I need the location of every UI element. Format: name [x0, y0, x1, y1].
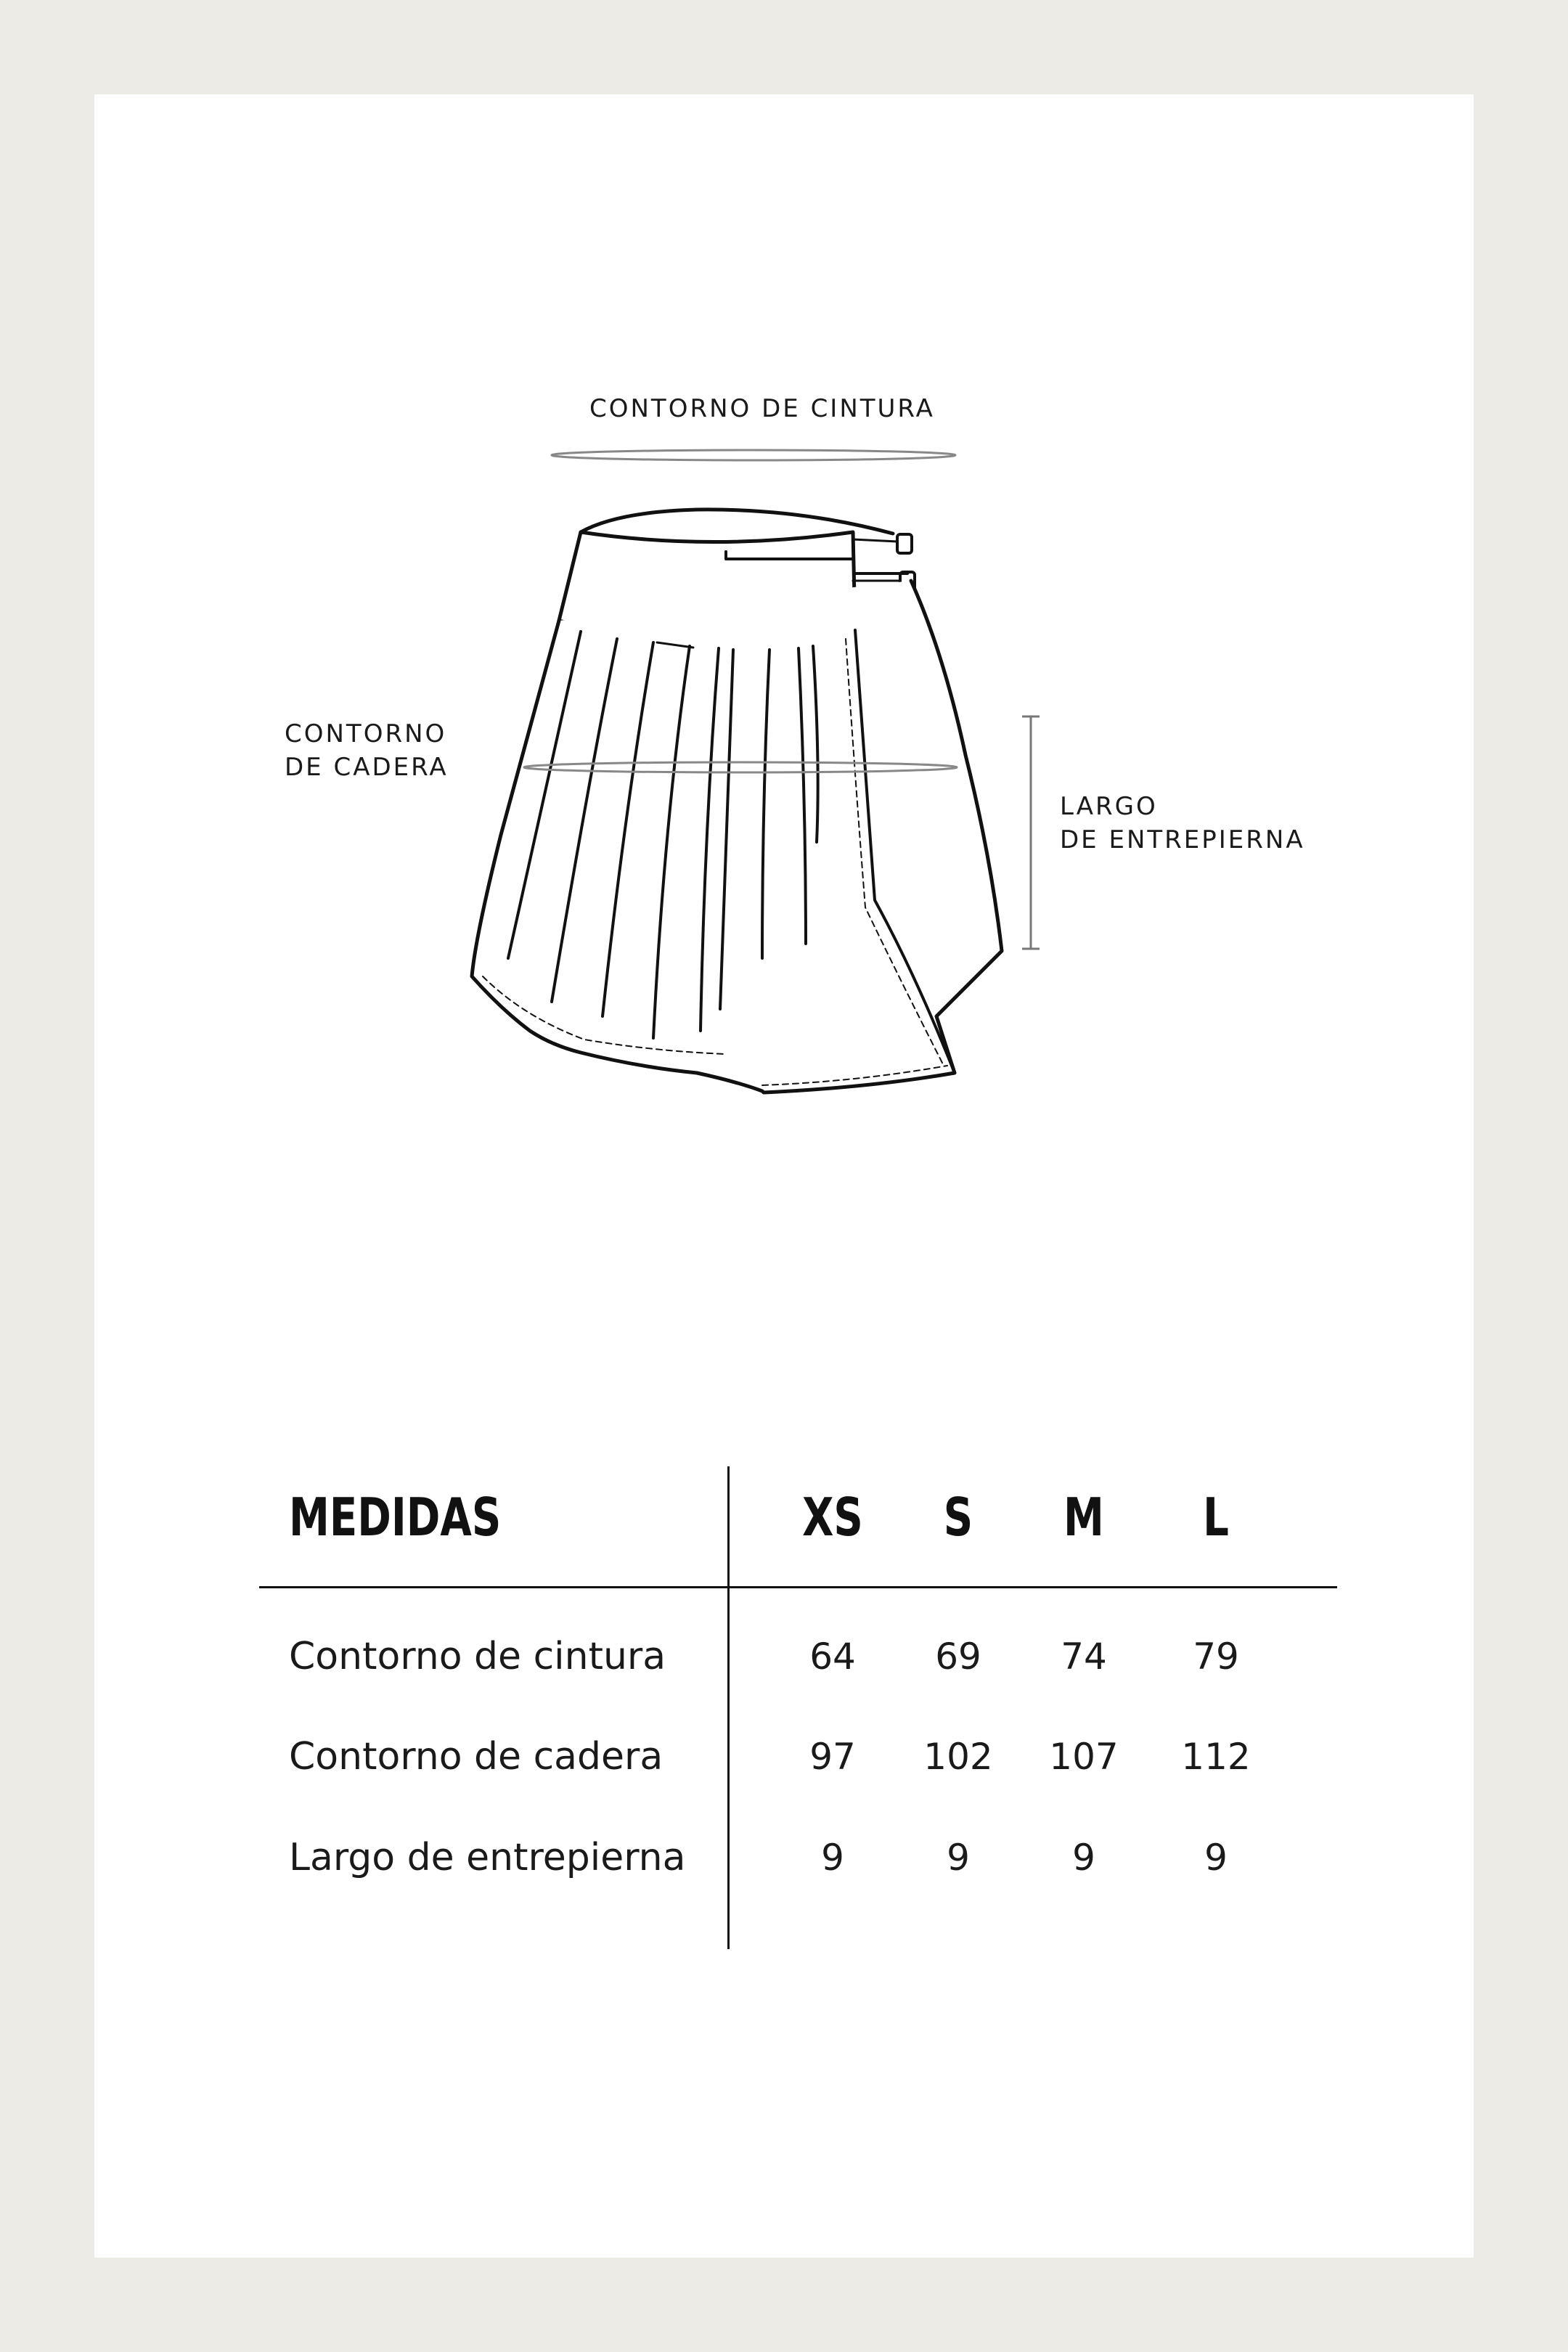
- table-cell: 69: [935, 1636, 981, 1678]
- table-cell: 97: [809, 1736, 856, 1778]
- size-header-xs: XS: [802, 1487, 863, 1548]
- pleated-wrap-skirt-icon: [472, 510, 1002, 1093]
- table-title: MEDIDAS: [289, 1487, 502, 1548]
- table-cell: 9: [1204, 1837, 1228, 1879]
- hip-label: [285, 717, 449, 784]
- inseam-label: [1060, 790, 1305, 857]
- table-cell: 64: [809, 1636, 856, 1678]
- table-cell: 74: [1061, 1636, 1107, 1678]
- hip-label-line2: DE CADERA: [285, 753, 449, 782]
- row-label-waist: Contorno de cintura: [289, 1635, 666, 1678]
- table-cell: 9: [947, 1837, 970, 1879]
- hip-label-line1: CONTORNO: [285, 719, 447, 748]
- waist-measure-line: [552, 450, 955, 460]
- inseam-measure-line: [1022, 716, 1040, 949]
- waist-label: CONTORNO DE CINTURA: [589, 394, 935, 423]
- size-header-s: S: [943, 1487, 973, 1548]
- row-label-hip: Contorno de cadera: [289, 1735, 663, 1779]
- row-label-inseam: Largo de entrepierna: [289, 1836, 686, 1879]
- inseam-label-line1: LARGO: [1060, 792, 1158, 821]
- size-header-l: L: [1203, 1487, 1229, 1548]
- table-cell: 9: [821, 1837, 844, 1879]
- table-cell: 112: [1181, 1736, 1251, 1778]
- table-cell: 107: [1049, 1736, 1119, 1778]
- table-cell: 79: [1193, 1636, 1239, 1678]
- table-cell: 102: [923, 1736, 993, 1778]
- size-header-m: M: [1063, 1487, 1104, 1548]
- inseam-label-line2: DE ENTREPIERNA: [1060, 825, 1305, 854]
- table-cell: 9: [1072, 1837, 1095, 1879]
